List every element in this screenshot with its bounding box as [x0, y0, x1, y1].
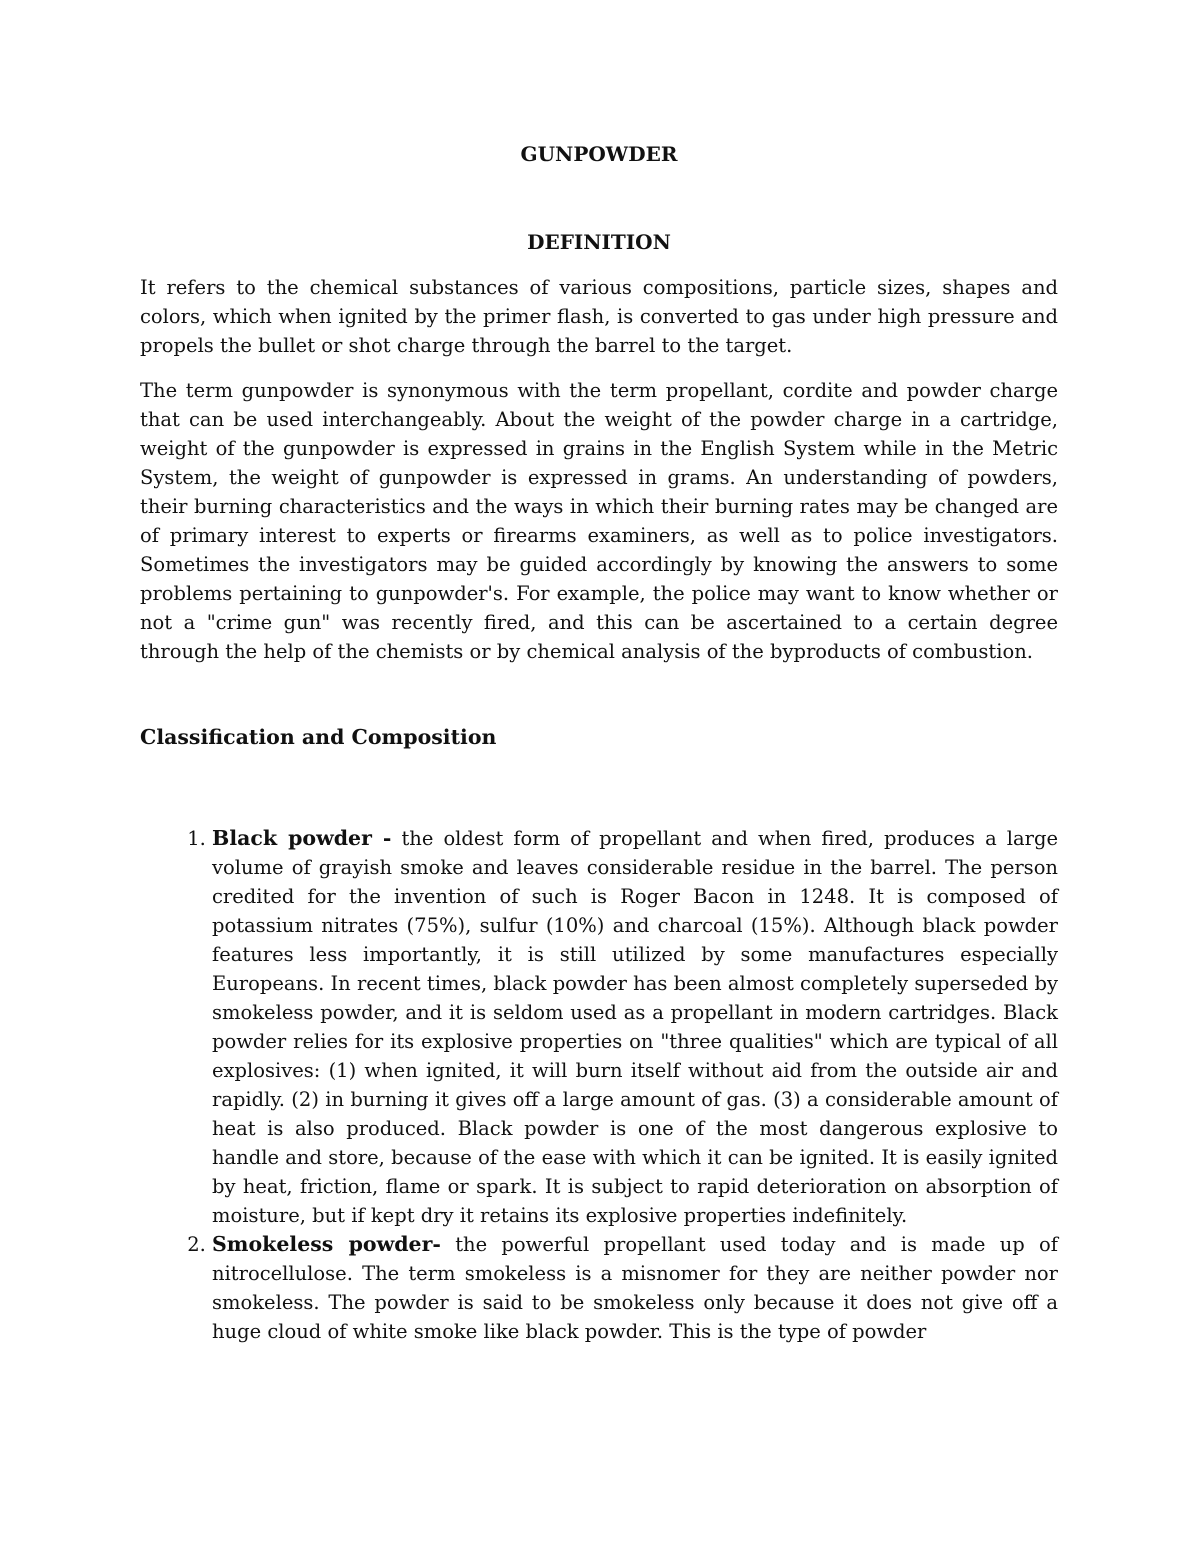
list-item-text: the powerful propellant used today and is made up of nitrocellulose. The term smokeless is a misnomer for they are neither powder nor smokeless. The powder is said to be smokeless only because it does not give off a huge cloud of white smoke like black powder. This is the type of powder	[212, 1233, 1058, 1343]
list-item-smokeless-powder	[212, 1230, 1058, 1346]
classification-heading: Classification and Composition	[140, 725, 497, 749]
list-item-term: Black powder -	[212, 826, 392, 850]
document-page	[140, 140, 1058, 1346]
gunpowder-term-paragraph: The term gunpowder is synonymous with the term propellant, cordite and powder charge that can be used interchangeably. About the weight of the powder charge in a cartridge, weight of the gunpowder is expressed in grains in the English System while in the Metric System, the weight of gunpowder is expressed in grams. An understanding of powders, their burning characteristics and the ways in which their burning rates may be changed are of primary interest to experts or firearms examiners, as well as to police investigators. Sometimes the investigators may be guided accordingly by knowing the answers to some problems pertaining to gunpowder's. For example, the police may want to know whether or not a "crime gun" was recently fired, and this can be ascertained to a certain degree through the help of the chemists or by chemical analysis of the byproducts of combustion.	[140, 379, 1058, 663]
list-item-term: Smokeless powder-	[212, 1232, 441, 1256]
list-item-black-powder	[212, 824, 1058, 1230]
classification-list	[140, 824, 1058, 1346]
list-item-text: the oldest form of propellant and when fired, produces a large volume of grayish smoke and leaves considerable residue in the barrel. The person credited for the invention of such is Roger Bacon in 1248. It is composed of potassium nitrates (75%), sulfur (10%) and charcoal (15%). Although black powder features less importantly, it is still utilized by some manufactures especially Europeans. In recent times, black powder has been almost completely superseded by smokeless powder, and it is seldom used as a propellant in modern cartridges. Black powder relies for its explosive properties on "three qualities" which are typical of all explosives: (1) when ignited, it will burn itself without aid from the outside air and rapidly. (2) in burning it gives off a large amount of gas. (3) a considerable amount of heat is also produced. Black powder is one of the most dangerous explosive to handle and store, because of the ease with which it can be ignited. It is easily ignited by heat, friction, flame or spark. It is subject to rapid deterioration on absorption of moisture, but if kept dry it retains its explosive properties indefinitely.	[212, 827, 1058, 1227]
definition-heading: DEFINITION	[527, 230, 671, 254]
definition-paragraph: It refers to the chemical substances of various compositions, particle sizes, shapes and colors, which when ignited by the primer flash, is converted to gas under high pressure and propels the bullet or shot charge through the barrel to the target.	[140, 276, 1058, 357]
document-title: GUNPOWDER	[520, 142, 678, 166]
